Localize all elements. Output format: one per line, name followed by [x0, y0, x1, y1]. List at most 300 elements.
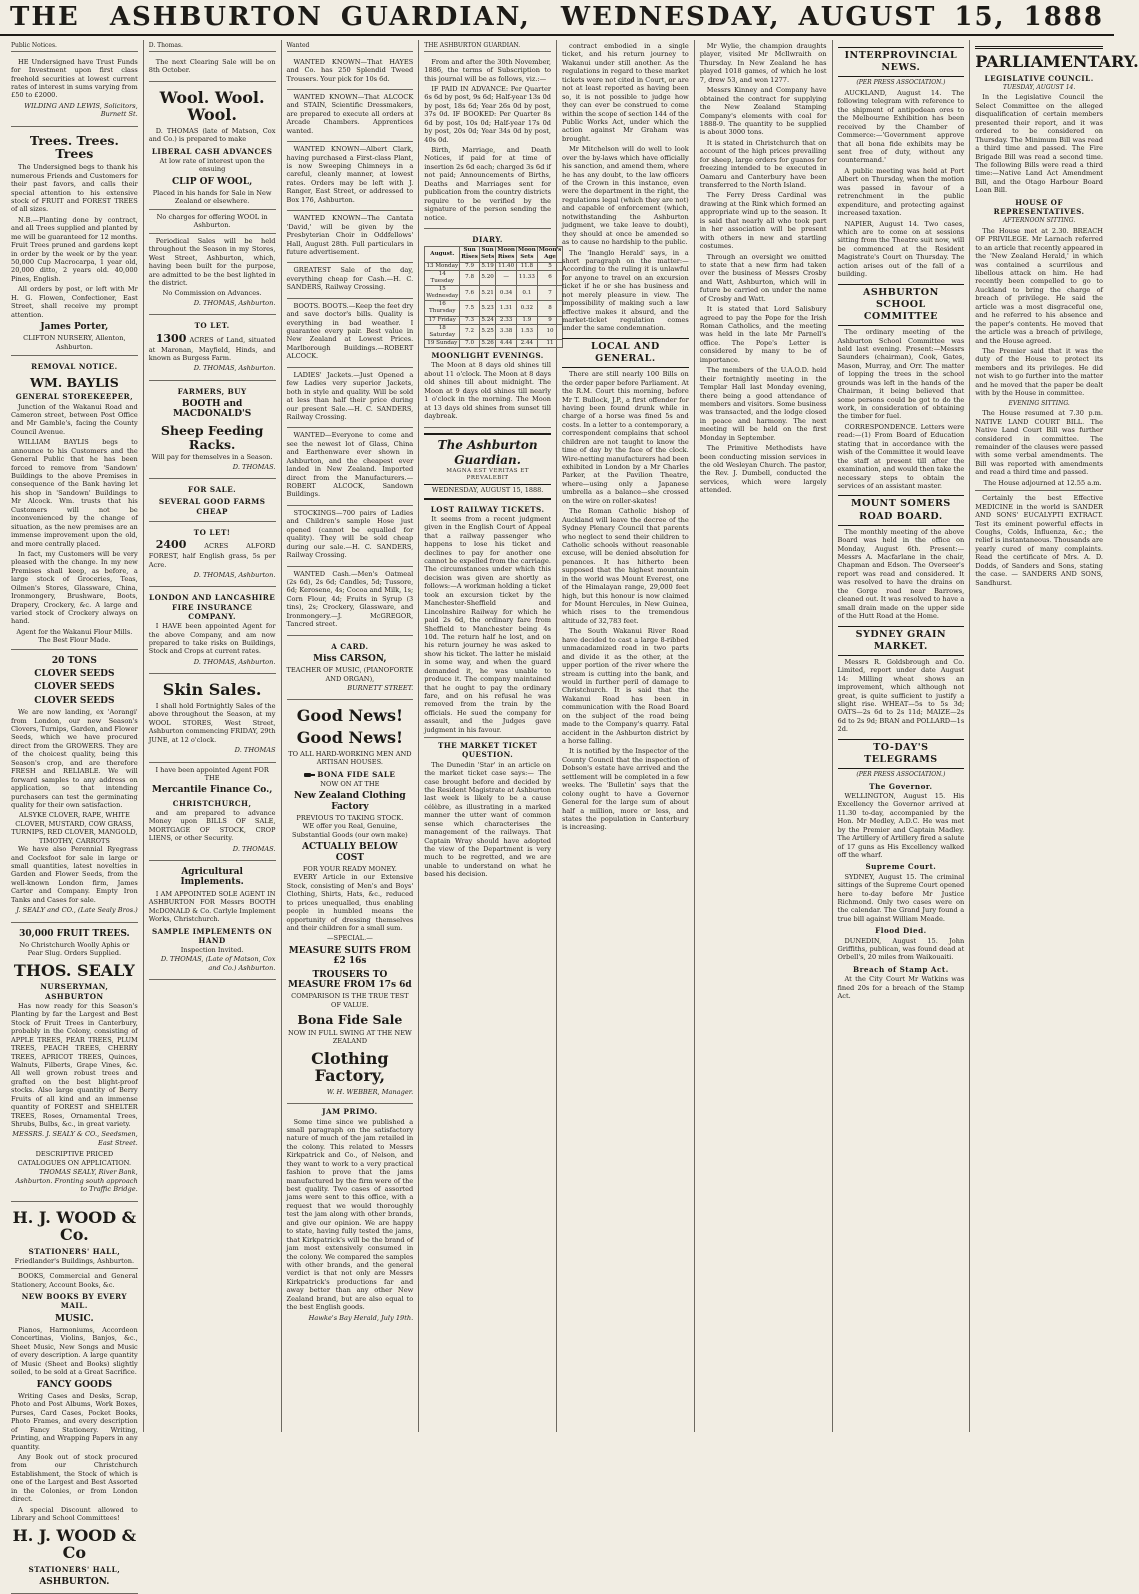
nz-clothing-title: New Zealand Clothing Factory: [294, 791, 406, 812]
diary-cell: 11.40: [496, 262, 517, 270]
let-acres: 1300: [155, 331, 187, 345]
story-paragraph: Messrs R. Goldsbrough and Co. Limited, report under date August 14: Milling wheat shows an improvement, which although not great, is quite sufficient to justify a slight rise. WHEAT—5s to 5s 3d; OATS—2s 6d to 2s 11d; MAIZE—2s 6d to 2s 9d; BRAN and POLLARD—1s 2d.: [837, 657, 965, 734]
story-paragraph: It is notified by the Inspector of the County Council that the inspection of Dobson's estate have arrived and the settlement will be completed in a few weeks. The 'Bulletin' says that the colony ought to have a Governor General for the large sum of about half a million, more or less, and states the population in Canterbury is increasing.: [562, 747, 689, 832]
previous-stock: PREVIOUS TO TAKING STOCK.: [296, 813, 404, 822]
story-paragraph: contract embodied in a single ticket, and his return journey to Wakanui under still another. As the regulations in regard to these market tickets were not cited in Court, or are not at least reported as having been so, it is not possible to judge how they can ever be construed to come within the scope of section 144 of the Public Works Act, under which the action against Mr Graham was brought.: [562, 42, 689, 143]
implements-inspect: Inspection Invited.: [180, 946, 244, 955]
diary-cell: 5.25: [479, 324, 495, 339]
thomas-body: D. THOMAS (late of Matson, Cox and Co.) is prepared to make: [148, 126, 276, 144]
court-title: Supreme Court.: [865, 862, 937, 872]
thomas-signature-6: D. THOMAS: [234, 746, 276, 755]
wanted-text: WANTED Cash.—Men's Oatmeal (2s 6d), 2s 6d; Candles, 5d; Tussore, 6d; Kerosene, 4s; Cocoa and Milk, 1s; Corn Flour, 4d; Fruits in Syrup (3 tins), 2s; Crockery, Glassware, and Ironmongery.—J. McGREGOR, Tancred street.: [286, 569, 414, 629]
let-body: ACRES of Land, situated at Maronan, Mayfield, Hinds, and known as Burgess Farm.: [148, 335, 276, 363]
masthead-day: 15,: [954, 2, 1006, 32]
column-3-header: Wanted: [286, 42, 310, 49]
trees-title: Trees. Trees. Trees: [29, 132, 119, 162]
governor-title: The Governor.: [869, 781, 933, 791]
thomas-signature-2: D. THOMAS, Ashburton.: [193, 364, 276, 373]
births-notice: Birth, Marriage, and Death Notices, if paid for at time of insertion 2s 6d each; charged 3s 6d if not paid; Announcements of Births, Deaths and Marriages sent for publication from the country districts require to be verified by the signature of the person sending the notice.: [424, 146, 551, 222]
thomas-signature-7: D. THOMAS.: [232, 844, 276, 853]
implements-title: Agricultural Implements.: [180, 867, 244, 888]
diary-cell: 7.0: [460, 340, 480, 348]
seeds-line-2: CLOVER SEEDS: [34, 682, 115, 693]
column-2: [144, 40, 282, 1432]
council-story: [975, 93, 1103, 194]
column-header: [11, 42, 138, 52]
wanted-text: STOCKINGS—700 pairs of Ladies and Children's sample Hose just opened (cannot be equalled for quality). They will be sold cheap during our sale.—H. C. SANDERS, Railway Crossing.: [286, 508, 414, 560]
diary-cell: 7.6: [460, 285, 480, 300]
diary-cell: 5.19: [481, 262, 494, 269]
trust-funds-ad: [11, 55, 138, 127]
story-paragraph: It is stated in Christchurch that on account of the high prices prevailing for sheep, large orders for guanos for freezing intended to be executed in Oamaru and Canterbury have been transferred to the North Island.: [699, 138, 827, 189]
diary-cell: 13 Monday: [426, 262, 459, 269]
jam-title: JAM PRIMO.: [322, 1107, 378, 1117]
wanted-text: WANTED KNOWN—The Cantata 'David,' will be given by the Presbyterian Choir in Oddfellows' Hall, August 28th. Full particulars in future advertisement.: [286, 214, 414, 256]
to-let-2-ad: [149, 522, 276, 588]
wood-sub-2: STATIONERS' HALL,: [28, 1564, 121, 1574]
manager-signature: W. H. WEBBER, Manager.: [326, 1087, 414, 1096]
diary-cell: 1.31: [496, 301, 517, 316]
trees-body: The Undersigned begs to thank his numerous Friends and Customers for their past favors, and calls their special attention to his extensive stock of FRUIT and FOREST TREES of all sizes.: [11, 163, 138, 214]
baylis-sub: GENERAL STOREKEEPER,: [15, 392, 134, 402]
story-paragraph: At the City Court Mr Watkins was fined 20s for a breach of the Stamp Act.: [837, 975, 965, 1000]
masthead-year: 1888: [1023, 2, 1104, 32]
music-teacher-card: [287, 636, 414, 701]
story-paragraph: Mr Mitchelson will do well to look over the by-laws which have officially his sanction, and amend them, where he has any doubt, to the law officers of the Crown in this instance, even were the department in the right, the regulations legal (which they are not) and capable of enforcement (which, notwithstanding the Ashburton judgment, we take leave to doubt), they should at once be amended so as to cause no hardship to the public.: [562, 145, 689, 247]
catalogue-note: DESCRIPTIVE PRICED CATALOGUES ON APPLICATION.: [17, 1150, 132, 1167]
nameplate-motto: MAGNA EST VERITAS ET PREVALEBIT: [446, 468, 529, 482]
moonlight-body: The Moon at 8 days old shines till about 11 o'clock. The Moon at 8 days old shines till about midnight. The Moon at 9 days old shines till nearly 1 o'clock in the morning. The Moon at 13 days old shines from sunset till daybreak.: [424, 361, 551, 421]
column-1: [6, 40, 144, 1587]
jam-source: Hawke's Bay Herald, July 19th.: [308, 1313, 414, 1322]
story-paragraph: A public meeting was held at Port Albert on Thursday, when the motion was passed in favour of a retrenchment in the public expenditure, and protecting against increased taxation.: [837, 166, 965, 218]
story-paragraph: Messrs Kinney and Company have obtained the contract for supplying the New Zealand Stamping Company's elements with coal for 1888-9. The quantity to be supplied is about 3000 tons.: [699, 86, 827, 137]
wanted-ad-2: [287, 90, 414, 142]
porter-name: James Porter,: [40, 322, 109, 333]
seeds-body-2: We have also Perennial Ryegrass and Cocksfoot for sale in large or small quantities, latest novelties in Garden and Flower Seeds, from the well-known London firm, James Carter and Company. Empty Iron Tanks and Cases for sale.: [11, 845, 138, 904]
removal-notice: REMOVAL NOTICE.: [31, 362, 118, 372]
local-general-story: [562, 370, 689, 832]
no-charges: No charges for offering WOOL in Ashburton.: [156, 212, 268, 230]
story-paragraph: The Premier said that it was the duty of the House to protect its members and its privileges. He did not wish to go further into the matter and he moved that the paper be dealt with by the House in committee.: [975, 346, 1103, 398]
interprovincial-title: INTERPROVINCIAL NEWS.: [838, 47, 965, 77]
column-4-header: THE ASHBURTON GUARDIAN.: [424, 42, 521, 49]
divider: [149, 209, 276, 210]
diary-table: [424, 246, 563, 348]
to-let-ad: [149, 315, 276, 381]
medicine-body: Certainly the best Effective MEDICINE in the world is SANDER AND SONS' EUCALYPTI EXTRACT. Test its eminent powerful effects in Coughs, Colds, Influenza, &c.; the relief is instantaneous. Thousands are yearly cured of many complaints. Read the certificate of Mrs. A. D. Dodds, of Sanders and Sons, stating the case. — SANDERS AND SONS, Sandhurst.: [975, 494, 1103, 587]
school-committee-title: ASHBURTON SCHOOL COMMITTEE: [838, 284, 965, 326]
sydney-grain-title: SYDNEY GRAIN MARKET.: [838, 626, 965, 656]
council-title: LEGISLATIVE COUNCIL.: [984, 73, 1094, 83]
fancy-title: FANCY GOODS: [36, 1379, 113, 1390]
periodical-sales: Periodical Sales will be held throughout the Season in my Stores, West Street, Ashburton, which, having been built for the purpose, are admitted to be the best lighted in the district.: [148, 236, 276, 287]
market-ticket-title: THE MARKET TICKET QUESTION.: [438, 741, 538, 760]
wanted-ad-10: [287, 567, 414, 636]
wood-sub: STATIONERS' HALL,: [28, 1246, 121, 1256]
diary-cell: 16 Thursday: [425, 301, 460, 316]
column-3: [282, 40, 420, 1432]
telegrams-story: [838, 782, 965, 1001]
fruit-title: 30,000 FRUIT TREES.: [19, 928, 130, 939]
wanted-text: GREATEST Sale of the day, everything cheap for Cash.—H. C. SANDERS, Railway Crossing.: [286, 266, 414, 292]
story-paragraph: The South Wakanui River Road have decided to cast a large 8-ribbed unmacadamized road in two parts and divide it as the other, at the upper portion of the river where the stream is cutting into the bank, and would in further peril of damage to Christchurch. It is said that the Wakanui Road has been in communication with the Road Board on the subject of the road being made to the Company's quarry. Fatal accident in the Ashburton district by a horse falling.: [562, 627, 689, 745]
wood-title: H. J. WOOD & Co.: [12, 1207, 137, 1245]
diary-cell: 7.8: [460, 270, 480, 285]
local-general-title: LOCAL AND GENERAL.: [562, 338, 689, 368]
subscription-terms: [424, 55, 551, 229]
diary-cell: 11.33: [517, 270, 538, 285]
market-ticket-story: [424, 741, 551, 879]
diary-cell: 5.20: [479, 270, 495, 285]
diary-row: [425, 270, 563, 285]
diary-row: [425, 285, 563, 300]
for-sale-body: SEVERAL GOOD FARMS CHEAP: [158, 497, 266, 516]
diary-cell: 6: [537, 270, 563, 285]
diary-cell: 0.1: [517, 285, 538, 300]
masthead-word-guardian: GUARDIAN,: [340, 2, 531, 32]
implements-body: I AM APPOINTED SOLE AGENT IN ASHBURTON FOR Messrs BOOTH McDONALD & Co. Carlyle Implement Works, Christchurch.: [148, 889, 276, 924]
mercantile-title: Mercantile Finance Co.,: [151, 785, 273, 796]
nameplate-date: WEDNESDAY, AUGUST 15, 1888.: [424, 484, 551, 494]
wanted-text: WANTED KNOWN—That HAYES and Co. has 250 Splendid Tweed Trousers. Your pick for 10s 6d.: [286, 57, 414, 83]
mount-somers-story: [838, 528, 965, 621]
masthead-word-ashburton: ASHBURTON: [109, 2, 323, 32]
good-news-2: Good News!: [296, 728, 404, 748]
column-4: [419, 40, 562, 1432]
mercantile-body: and am prepared to advance Money upon BILLS OF SALE, MORTGAGE OF STOCK, CROP LIENS, or other Security.: [148, 808, 276, 843]
mercantile-ad: [149, 763, 276, 862]
column-2-header: D. Thomas.: [148, 42, 183, 49]
divider: [975, 490, 1103, 491]
story-paragraph: The ordinary meeting of the Ashburton School Committee was held last evening. Present:—Messrs Saunders (chairman), Cook, Gates, Mason, Murray, and Orr. The matter of lopping the trees in the school grounds was left in the hands of the Chairman, it being believed that some persons could be got to do the work, in consideration of obtaining the timber for fuel.: [837, 328, 965, 421]
bona-fide-line: [287, 770, 414, 779]
card-role: TEACHER OF MUSIC, (PIANOFORTE AND ORGAN),: [286, 666, 414, 683]
story-paragraph: In the Legislative Council the Select Committee on the alleged disqualification of certain members presented their report, and it was ordered to be considered on Thursday. The Minimum Bill was read a third time and passed. The Fire Brigade Bill was read a second time. The following Bills were read a third time:—Native Land Act Amendment Bill, and the Otago Harbour Board Loan Bill.: [975, 93, 1103, 195]
market-ticket-continued: [562, 42, 689, 333]
clip-title: CLIP OF WOOL,: [172, 176, 253, 187]
column-1-header: Public Notices.: [11, 42, 57, 49]
divider: [11, 1268, 138, 1269]
skin-sales-title: Skin Sales.: [162, 680, 262, 700]
diary-cell: 3.38: [496, 324, 517, 339]
diary-title: DIARY.: [472, 234, 503, 244]
wanted-text: LADIES' Jackets.—Just Opened a few Ladies very superior Jackets, both in style and quality. Will be sold at less than half their price during our present Sale.—H. C. SANDERS, Railway Crossing.: [286, 370, 414, 421]
school-committee-story: [838, 328, 965, 490]
diary-cell: 0.32: [517, 301, 538, 316]
wanted-text: WANTED KNOWN—Albert Clark, having purchased a First-class Plant, is now Sweeping Chimneys in a careful, cleanly manner, at lowest rates. Orders may be left with J. Ranger, East Street, or addressed to Box 176, Ashburton.: [286, 145, 414, 204]
market-ticket-body: The Dunedin 'Star' in an article on the market ticket case says:— The case brought before and decided by the Resident Magistrate at Ashburton last week is likely to be a cause célèbre, as illustrating in a marked manner the utter want of common sense which characterises the management of the railways. That Captain Wray should have adopted the view of the Department is very much to be regretted, and we are unable to understand on what he based his decision.: [424, 760, 551, 879]
discount-note: A special Discount allowed to Library and School Committees!: [11, 1505, 138, 1523]
racks-body: Will pay for themselves in a Season.: [151, 453, 273, 462]
lost-tickets-story: [424, 505, 551, 735]
clothing-factory-ad: [287, 700, 414, 1104]
interprovincial-sub: (PER PRESS ASSOCIATION.): [856, 79, 946, 87]
story-paragraph: SYDNEY, August 15. The criminal sittings of the Supreme Court opened here to-day before Mr Justice Richmond. Only two cases were on the calendar. The Grand Jury found a true bill against William Meade.: [837, 872, 965, 923]
column-header: [287, 42, 414, 52]
representatives-title: HOUSE OF REPRESENTATIVES.: [993, 197, 1085, 216]
diary-column-header: August.: [425, 247, 460, 262]
story-paragraph: The 'Inanglo Herald' says, in a short paragraph on the matter:—According to the ruling it is unlawful for anyone to travel on an excursion ticket if he or she has business and not merely pleasure in view. The impossibility of making such a law effective makes it absurd, and the market-ticket regulation comes under the same condemnation.: [562, 248, 689, 333]
music-body: Pianos, Harmoniums, Accordeon Concertinas, Violins, Banjos, &c., Sheet Music, New Songs and Music of every description. A large quantity of Music (Sheet and Books) slightly soiled, to be sold at a Great Sacrifice.: [11, 1326, 138, 1377]
story-paragraph: It is stated that Lord Salisbury agreed to pay the Pope for the Irish Roman Catholics, and the meeting was held in the late Mr Parnell's office. The Pope's Letter is considered by many to be of importance.: [699, 305, 827, 364]
diary-cell: —: [496, 270, 517, 285]
card-name: Miss CARSON,: [313, 653, 387, 664]
lost-tickets-title: LOST RAILWAY TICKETS.: [430, 504, 545, 514]
diary-cell: 4.44: [496, 340, 517, 348]
lost-tickets-body: It seems from a recent judgment given in the English Court of Appeal that a railway passenger who happens to lose his ticket and declines to pay for another one cannot be expelled from the carriage. The circumstances under which this decision was given are shortly as follows:—A workman holding a ticket took an excursion ticket by the Manchester-Sheffield and Lincolnshire Railway for which he paid 2s 6d, the ordinary fare from Sheffield to Manchester being 4s 10d. The return half he lost, and on his return journey he was asked to show his ticket. The latter he mislaid in some way, and when the guard demanded it, he was unable to produce it. The company maintained that he ought to pay the ordinary fare, and on his refusal he was removed from the train by the officials. He sued the company for assault, and the Judges gave judgment in his favour.: [424, 514, 551, 734]
implements-samples: SAMPLE IMPLEMENTS ON HAND: [151, 926, 273, 945]
telegrams-sub: (PER PRESS ASSOCIATION.): [856, 771, 946, 779]
to-all: TO ALL HARD-WORKING MEN AND ARTISAN HOUSES.: [288, 749, 412, 767]
offer-text: WE offer you Real, Genuine, Substantial Goods (our own make): [292, 822, 408, 839]
telegrams-title: TO-DAY'S TELEGRAMS: [838, 739, 965, 769]
diary-column-header: Moon's Age: [538, 247, 562, 261]
wanted-text: WANTED—Everyone to come and see the newest lot of Glass, China and Earthenware ever shown in Ashburton, and the cheapest ever landed in New Zealand. Imported direct from the Manufacturers.—ROBERT ALCOCK, Sandown Buildings.: [286, 431, 414, 499]
mercantile-intro: I have been appointed Agent FOR THE: [155, 765, 269, 782]
diary-cell: 2.33: [496, 316, 517, 324]
trees-nb: N.B.—Planting done by contract, and all Trees supplied and planted by me will be guaranteed for 12 months. Fruit Trees pruned and gardens kept in order by the week or by the year. 50,000 Cup Macrocarpa, 1 year old, 20,000 ditto, 2 years old. 40,000 Pines, English.: [11, 215, 138, 283]
wood-books: BOOKS, Commercial and General Stationery, Account Books, &c.: [11, 1272, 138, 1289]
medicine-ad: [975, 494, 1103, 587]
every-article: EVERY Article in our Extensive Stock, consisting of Men's and Boys' Clothing, Shirts, Hats, &c., reduced to prices unequalled, thus enabling people in humbled means the opportunity of dressing themselves and their children for a small sum.: [286, 873, 414, 932]
story-paragraph: NAPIER, August 14. Two cases, which are to come on at sessions sitting from the Theatre suit now, will be commenced at the Resident Magistrate's Court on Thursday. The action arises out of the fall of a building.: [837, 219, 965, 279]
baylis-agent: Agent for the Wakanui Flour Mills. The Best Flour Made.: [16, 627, 133, 645]
insurance-body: I HAVE been appointed Agent for the above Company, and am now prepared to take risks on Buildings, Stock and Crops at current rates.: [148, 622, 276, 656]
sealy-role: NURSERYMAN, ASHBURTON: [40, 982, 109, 1001]
diary-cell: 11.8: [517, 262, 538, 270]
diary-cell: 7: [537, 285, 563, 300]
trees-ad: [11, 127, 138, 357]
implements-ad: [149, 861, 276, 980]
farmers-buy: FARMERS, BUY: [177, 386, 247, 396]
seeds-qty: 20 TONS: [51, 655, 97, 666]
diary-cell: 18 Saturday: [425, 324, 460, 339]
baylis-announcement: WILLIAM BAYLIS begs to announce to his Customers and the General Public that he has been forced to remove from 'Sandown' Buildings to the above Premises in consequence of the Bank having let his shop in 'Sandown' Buildings to Mr Alcock. Wm. trusts that his Customers will not be inconvenienced by the change of situation, as the new premises are an immense improvement upon the old, and more centrally placed.: [11, 438, 138, 548]
diary-cell: 7.5: [460, 301, 480, 316]
full-swing: NOW IN FULL SWING AT THE NEW ZEALAND: [287, 1028, 412, 1046]
diary-cell: 7.9: [460, 262, 480, 270]
diary-column-header: Sun Rises: [461, 247, 478, 261]
diary-row: [425, 324, 563, 339]
sealy-signature: J. SEALY and CO., (Late Sealy Bros.): [16, 906, 138, 915]
local-news-continued: [700, 42, 827, 495]
diary-cell: 11: [537, 340, 563, 348]
story-paragraph: The Ferry Dress Cardinal was drawing at the Rink which formed an appropriate wind up to the season. It is said that nearly all who took part in her association will be present with others in new and startling costumes.: [699, 191, 827, 251]
skin-sales-ad: [149, 674, 276, 762]
divider: [149, 233, 276, 234]
diary-row: [425, 316, 563, 324]
masthead: [0, 0, 1114, 36]
sealy-signature-2: MESSRS. J. SEALY & CO., Seedsmen, East Street.: [12, 1130, 138, 1147]
masthead-title: [110, 2, 531, 32]
diary-column-header: Moon Sets: [518, 247, 536, 261]
diary-column-header: Sun Sets: [480, 247, 495, 261]
card-title: A CARD.: [331, 641, 369, 651]
diary-cell: 1.53: [517, 324, 538, 339]
to-let-title: TO LET.: [194, 321, 230, 331]
let-2-body: ACRES ALFORD FOREST, half English grass, 5s per Acre.: [148, 542, 276, 569]
seeds-line-3: CLOVER SEEDS: [34, 695, 115, 706]
suits-price: MEASURE SUITS FROM £2 16s: [288, 945, 411, 967]
wool-ad: [149, 82, 276, 316]
bona-fide-title: Bona Fide Sale: [297, 1012, 403, 1028]
trust-funds-body: HE Undersigned have Trust Funds for Investment upon first class freehold securities at lowest current rates of interest in sums varying from £50 to £2000.: [11, 57, 138, 100]
comparison: COMPARISON IS THE TRUE TEST OF VALUE.: [291, 992, 409, 1009]
sealy-title: THOS. SEALY: [13, 960, 135, 980]
for-sale-title: FOR SALE.: [188, 485, 237, 495]
thomas-signature-1: D. THOMAS, Ashburton.: [193, 298, 276, 307]
now-on: NOW ON AT THE: [320, 779, 380, 788]
diary-header-row: [425, 247, 563, 262]
column-8: [970, 40, 1139, 1432]
wood-mail: NEW BOOKS BY EVERY MAIL.: [21, 1292, 128, 1311]
terms-intro: From and after the 30th November, 1886, the terms of Subscription to this journal will be as follows, viz.:—: [424, 57, 551, 83]
seeds-list: ALSYKE CLOVER, RAPE, WHITE CLOVER, MUSTARD, COW GRASS, TURNIPS, RED CLOVER, MANGOLD, TIMOTHY, CARROTS: [11, 811, 138, 845]
diary-row: [425, 301, 563, 316]
baylis-location: Junction of the Wakanui Road and Cameron street, between Post Office and Mr Gamble's, facing the County Council Avenue.: [11, 402, 138, 436]
adjourned-note: The House adjourned at 12.55 a.m.: [983, 478, 1102, 487]
council-date: TUESDAY, AUGUST 14.: [1002, 83, 1076, 91]
good-news-1: Good News!: [296, 706, 404, 726]
diary-cell: 10: [537, 324, 563, 339]
diary-cell: 15 Wednesday: [426, 285, 459, 300]
story-paragraph: DUNEDIN, August 15. John Griffiths, publican, was found dead at Orbell's, 20 miles from Waikouaiti.: [837, 936, 965, 962]
jam-primo-story: [287, 1107, 414, 1322]
diary-body: [425, 262, 563, 348]
column-header: [424, 42, 551, 52]
music-title: MUSIC.: [55, 1313, 94, 1324]
trousers-price: TROUSERS TO MEASURE FROM 17s 6d: [288, 969, 412, 990]
diary-cell: 1.9: [517, 316, 538, 324]
story-paragraph: The Primitive Methodists have been conducting mission services in the old Wesleyan Church. The pastor, the Rev. J. Dumbell, conducted the services, which were largely attended.: [699, 444, 827, 495]
fancy-body: Writing Cases and Desks, Scrap, Photo and Post Albums, Work Boxes, Purses, Card Cases, Pocket Books, Photo Frames, and every description of Fancy Stationery. Writing, Printing, and Wrapping Papers in any quantity.: [11, 1391, 138, 1451]
column-5: [557, 40, 695, 1432]
diary-cell: 17 Friday: [425, 316, 460, 324]
wanted-ad-8: [287, 428, 414, 506]
fruit-trees-ad: [11, 923, 138, 1202]
wool-title: Wool. Wool. Wool.: [159, 87, 265, 125]
clearing-sale-note: [149, 55, 276, 82]
masthead-weekday: WEDNESDAY,: [560, 2, 781, 32]
evening-story: [975, 409, 1103, 487]
clip-body: Placed in his hands for Sale in New Zealand or elsewhere.: [152, 189, 272, 206]
card-address: BURNETT STREET.: [347, 684, 414, 693]
trust-funds-signature: WILDING AND LEWIS, Solicitors, Burnett St.: [24, 101, 138, 119]
divider: [424, 737, 551, 738]
next-sale-text: The next Clearing Sale will be on 8th October.: [148, 57, 276, 75]
sealy-signature-3: THOMAS SEALY, River Bank, Ashburton. Fronting south approach to Traffic Bridge.: [15, 1168, 138, 1194]
porter-sub: CLIFTON NURSERY, Allenton, Ashburton.: [23, 334, 126, 351]
wanted-text: WANTED KNOWN—That ALCOCK and STAIN, Scientific Dressmakers, are prepared to execute all orders at Arcade Chambers. Apprentices wanted.: [286, 92, 414, 135]
booth-name: BOOTH and MACDONALD'S: [172, 399, 252, 420]
evening-sitting: EVENING SITTING.: [1008, 399, 1070, 407]
below-cost: ACTUALLY BELOW COST: [301, 842, 398, 863]
nameplate: [424, 433, 551, 500]
story-paragraph: The House resumed at 7.30 p.m. NATIVE LAND COURT BILL. The Native Land Court Bill was further considered in committee. The remainder of the clauses were passed with some verbal amendments. The Bill was reported with amendments and read a third time and passed.: [975, 409, 1103, 477]
stock-body: Any Book out of stock procured from our Christchurch Establishment, the Stock of which is one of the Largest and Best Assorted in the Colonies, or from London direct.: [11, 1453, 138, 1504]
story-paragraph: The members of the U.A.O.D. held their fortnightly meeting in the Templar Hall last Monday evening, there being a good attendance of members and visitors. Some business was transacted, and the lodge closed in peace and harmony. The next meeting will be held on the first Monday in September.: [699, 366, 827, 442]
diary-cell: 5.21: [479, 285, 495, 300]
story-paragraph: CORRESPONDENCE. Letters were read:—(1) From Board of Education stating that in accordance with the wish of the Committee it would leave the staff at present till after the examination, and would then take the necessary steps to obtain the services of an assistant master.: [837, 422, 965, 490]
breach-title: Breach of Stamp Act.: [853, 964, 949, 974]
masthead-word-the: THE: [10, 2, 80, 32]
story-paragraph: WELLINGTON, August 15. His Excellency the Governor arrived at 11.30 to-day, accompanied by the Hon. Mr Medley, A.D.C. He was met by the Premier and Captain Madley. The Artillery of Artillery fired a salute of 17 guns as His Excellency walked off the wharf.: [837, 791, 965, 860]
seeds-line-1: CLOVER SEEDS: [34, 669, 115, 680]
sydney-grain-story: [838, 658, 965, 734]
skin-sales-body: I shall hold Fortnightly Sales of the above throughout the Season, at my WOOL STORES, West Street, Ashburton commencing FRIDAY, 29th JUNE, at 12 o'clock.: [148, 701, 276, 744]
diary-cell: 5.24: [481, 316, 494, 323]
story-paragraph: Through an oversight we omitted to state that a new firm had taken over the business of Messrs Crosby and Watt, Ashburton, which will in future be carried on under the name of Crosby and Watt.: [699, 252, 827, 303]
mercantile-town: CHRISTCHURCH,: [172, 798, 252, 808]
wanted-ad-6: [287, 299, 414, 368]
diary-row: [425, 340, 563, 348]
mount-somers-title: MOUNT SOMERS ROAD BOARD.: [838, 495, 965, 525]
wood-town: ASHBURTON.: [39, 1576, 110, 1587]
column-header: [149, 42, 276, 52]
diary-cell: 5.26: [481, 340, 494, 347]
diary-cell: 0.34: [496, 285, 517, 300]
story-paragraph: The House met at 2.30. BREACH OF PRIVILEGE. Mr Larnach referred to an article that recently appeared in the 'New Zealand Herald,' in which was contained a scurrilous and libellous attack on him. He had recently been compelled to go to Auckland to bring the charge of breach of privilege. He said the article was a most disgraceful one, and he referred to his absence and the paper's contents. He moved that the article was a breach of privilege, and the House agreed.: [975, 226, 1103, 345]
no-commission: No Commission on Advances.: [162, 289, 262, 298]
story-paragraph: The monthly meeting of the above Board was held in the office on Monday, August 6th. Present:—Messrs A. Macfarlane in the chair, Chapman and Edson. The Overseer's report was read and considered. It was resolved to have the drains on the Gorge road near Barrows, cleaned out. It was resolved to have a small drain made on the upper side of the Hutt Road at the Home.: [837, 527, 965, 621]
column-7: [833, 40, 971, 1432]
representatives-story: [975, 227, 1103, 398]
insurance-ad: [149, 587, 276, 674]
wanted-ad-7: [287, 368, 414, 429]
parliamentary-title: PARLIAMENTARY.: [975, 52, 1139, 71]
nameplate-title: The Ashburton Guardian.: [437, 437, 538, 467]
fruit-sub: No Christchurch Woolly Aphis or Pear Slug. Orders Supplied.: [19, 940, 130, 958]
baylis-ad: [11, 356, 138, 649]
for-sale-ad: [149, 479, 276, 522]
divider: [975, 46, 1103, 49]
flood-title: Flood Died.: [875, 926, 927, 936]
pointing-hand-icon: [304, 772, 315, 778]
story-paragraph: There are still nearly 100 Bills on the order paper before Parliament. At the R.M. Court this morning, before Mr T. Bullock, J.P., a first offender for having been found drunk while in charge of a horse was fined 5s and costs. In a letter to a contemporary, a correspondent complains that school children are not taught to know the time of day by the face of the clock. Wire-netting manufacturers had been exhibited in London by a Mr Charles Parker, at the Pavilion Theatre, where—using only a Japanese umbrella as a balance—she crossed on the wire on roller-skates!: [562, 370, 689, 505]
trees-orders: All orders by post, or left with Mr H. G. Flowen, Confectioner, East Street, shall receive my prompt attention.: [11, 285, 138, 319]
clothing-factory-title: Clothing Factory,: [311, 1048, 389, 1086]
masthead-date: [561, 2, 1104, 32]
story-paragraph: AUCKLAND, August 14. The following telegram with reference to the shipment of antipodean ores to the Melbourne Exhibition has been received by the Chamber of Commerce:—'Government approve that all bona fide exhibits may be sent free of duty, without any countermand.': [837, 88, 965, 165]
diary-cell: 8: [537, 301, 563, 316]
story-paragraph: Mr Wylie, the champion draughts player, visited Mr McIlwraith on Thursday. In New Zealand he has played 1018 games, of which he lost 7, drew 53, and won 1277.: [699, 42, 827, 84]
wanted-ad-9: [287, 506, 414, 567]
special-label: —SPECIAL.—: [326, 934, 373, 943]
thomas-signature-4: D. THOMAS, Ashburton.: [193, 571, 276, 580]
diary-cell: 5: [537, 262, 563, 270]
page-columns: [6, 40, 1139, 1587]
diary-cell: 5.23: [479, 301, 495, 316]
seeds-body: We are now landing, ex 'Aorangi' from London, our new Season's Clovers, Turnips, Garden, and Flower Seeds, which we have procured direct from the GROWERS. They are of the choicest quality, being this Season's crop, and are therefore FRESH and RELIABLE. We will forward samples to any address on application, so that intending purchasers can test the germinating quality for their own satisfaction.: [11, 708, 138, 809]
ready-money: FOR YOUR READY MONEY.: [302, 864, 397, 873]
to-let-2-title: TO LET!: [193, 527, 231, 537]
wool-rate: At low rate of interest upon the ensuing: [159, 156, 265, 174]
moonlight-title: MOONLIGHT EVENINGS.: [431, 351, 544, 361]
racks-ad: [149, 381, 276, 479]
let-2-acres: 2400: [155, 538, 187, 552]
diary-section: [424, 229, 562, 428]
diary-cell: 7.3: [460, 316, 480, 324]
thomas-signature-3: D. THOMAS.: [232, 462, 276, 471]
wanted-ad-1: [287, 55, 414, 90]
insurance-title: LONDON AND LANCASHIRE FIRE INSURANCE COMPANY.: [149, 593, 276, 621]
wood-address: Friedlander's Buildings, Ashburton.: [14, 1256, 135, 1265]
wood-ad: [11, 1202, 138, 1594]
wanted-ad-4: [287, 211, 414, 263]
liberal-advances: LIBERAL CASH ADVANCES: [151, 146, 273, 156]
diary-row: [425, 262, 563, 270]
